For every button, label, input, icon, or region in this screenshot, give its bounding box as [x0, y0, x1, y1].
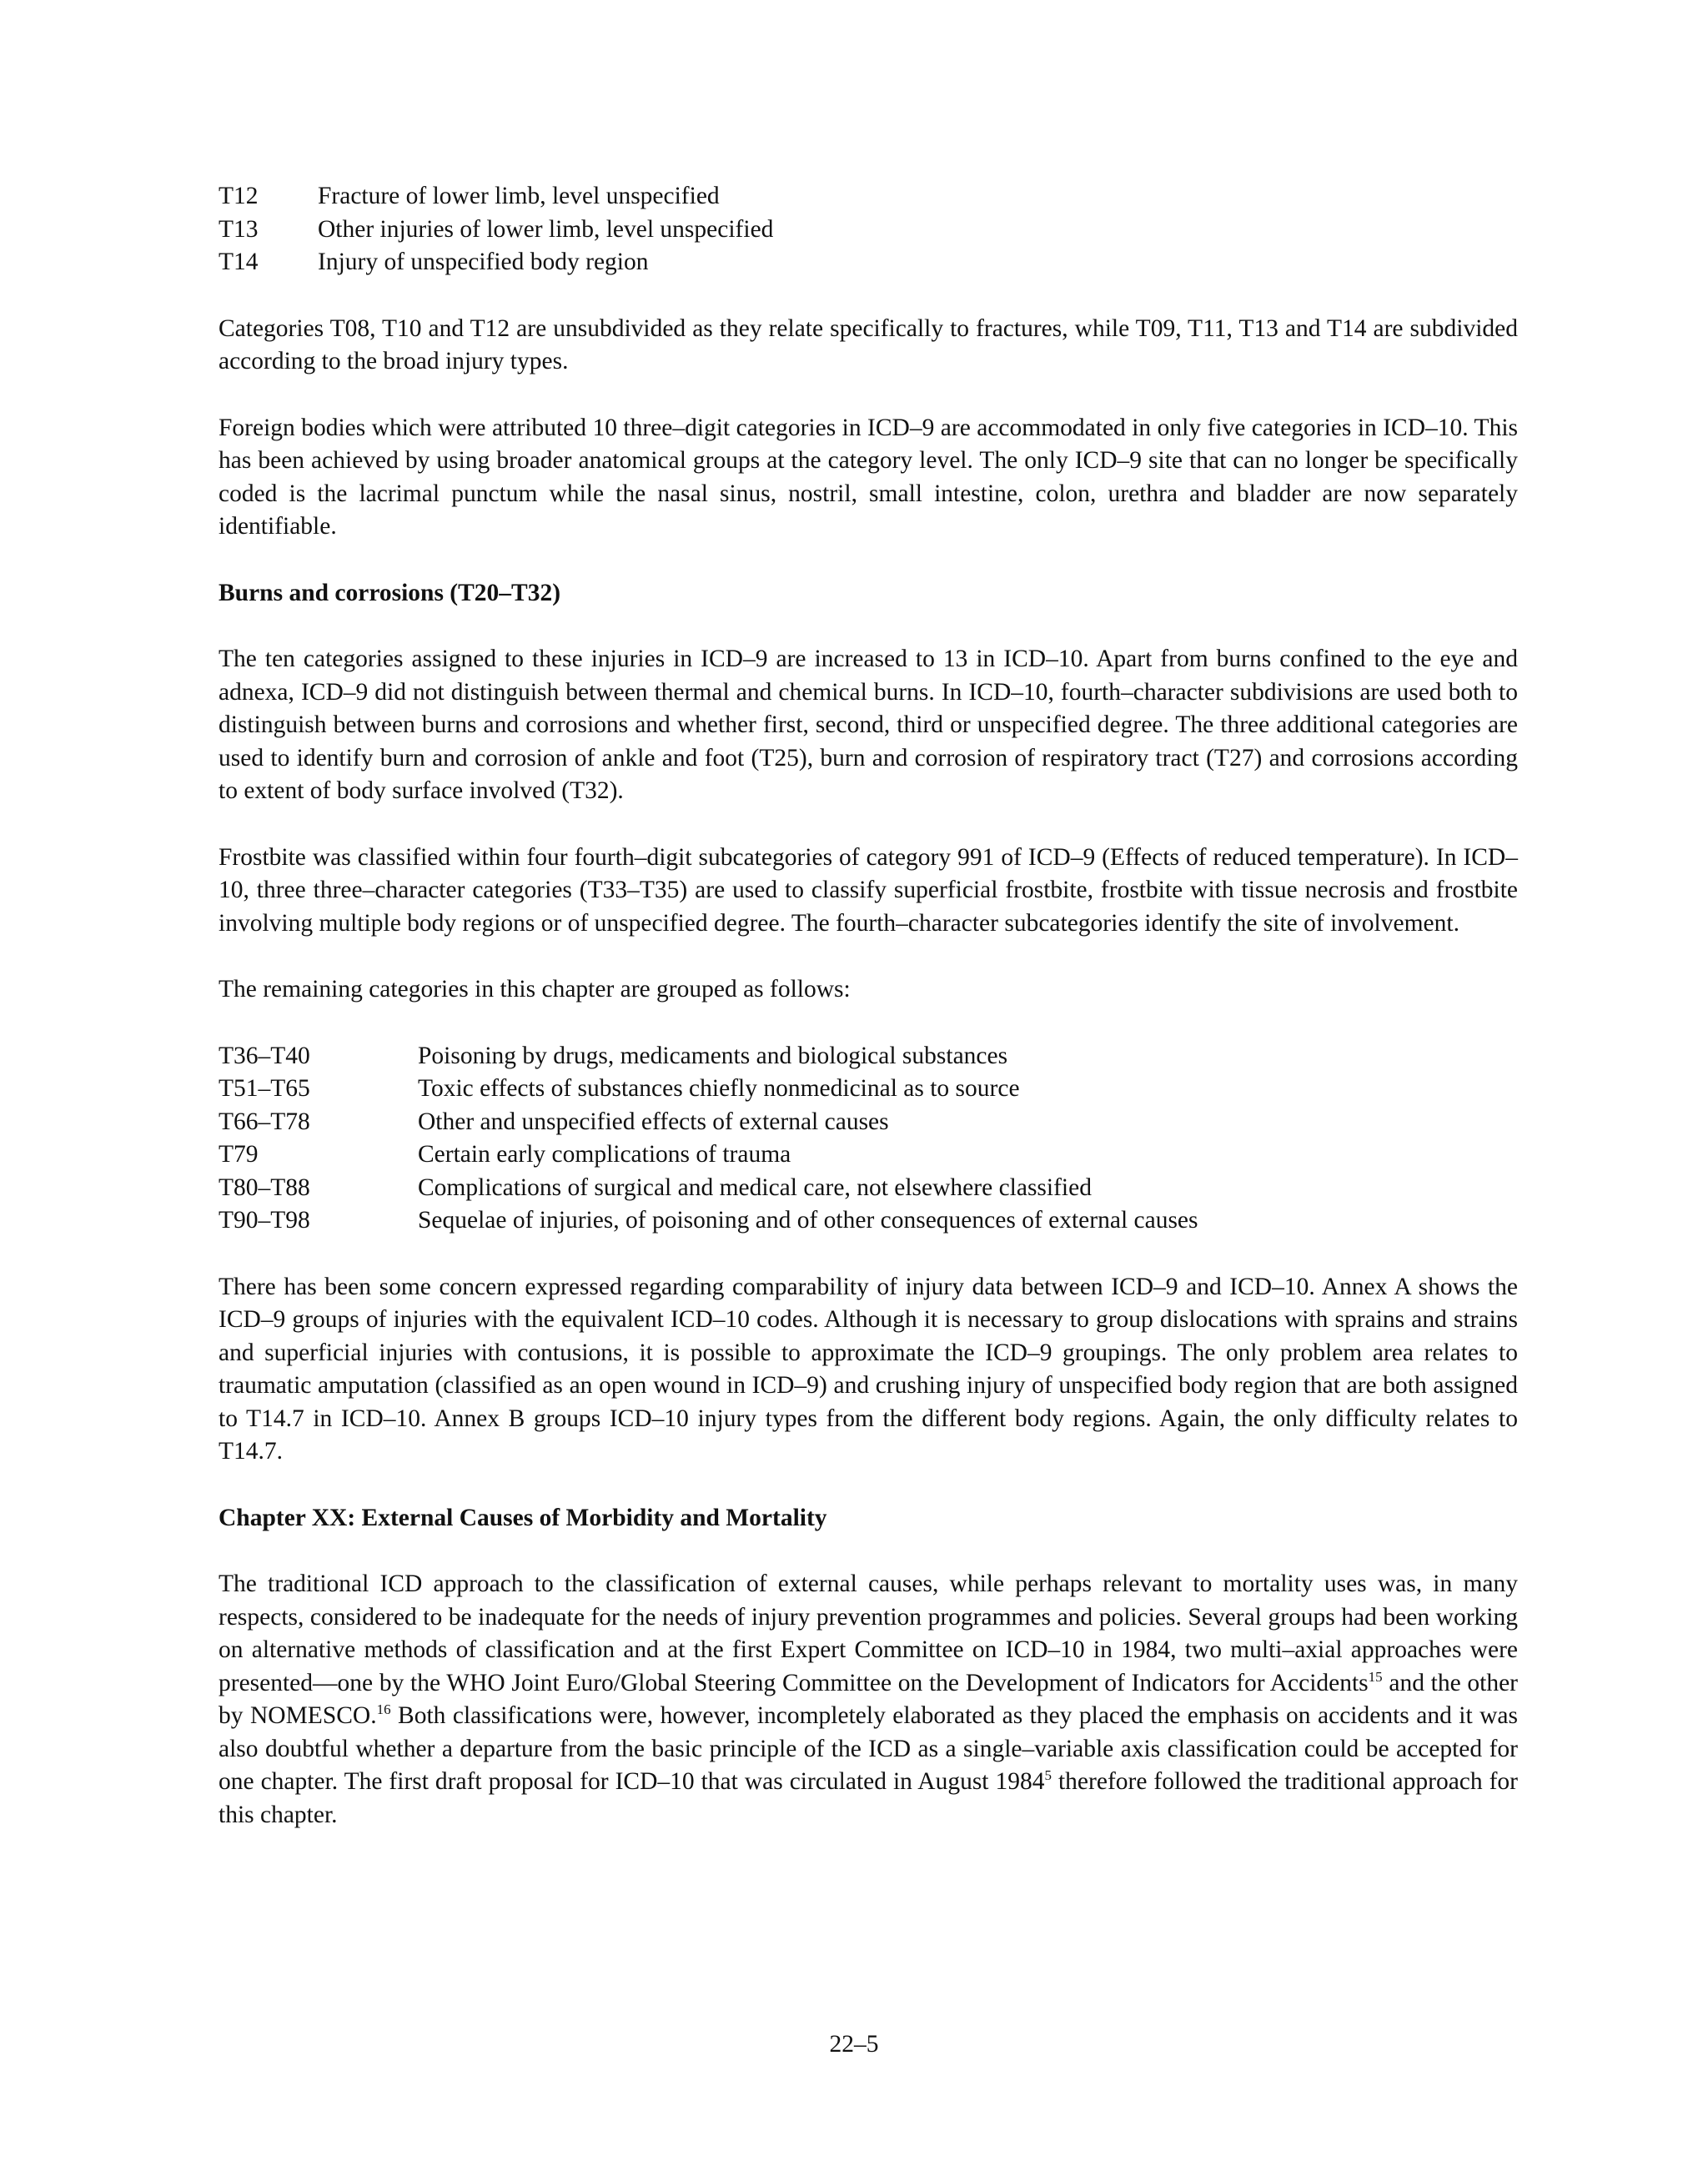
code-row — [219, 180, 1518, 214]
range-description: Certain early complications of trauma — [418, 1141, 791, 1168]
paragraph-comparability: There has been some concern expressed regarding comparability of injury data between ICD–9 and ICD–10. Annex A shows the ICD–9 groups of injuries with the equivalent ICD–10 codes. Although it is necessary to group dislocations with sprains and strains and superficial injuries with contusions, it is possible to approximate the ICD–9 groupings. The only problem area relates to traumatic amputation (classified as an open wound in ICD–9) and crushing injury of unspecified body region that are both assigned to T14.7 in ICD–10. Annex B groups ICD–10 injury types from the different body regions. Again, the only difficulty relates to T14.7. — [219, 1273, 1518, 1465]
paragraph-frostbite: Frostbite was classified within four fourth–digit subcategories of category 991 of ICD–9 (Effects of reduced temperature). In ICD–10, three three–character categories (T33–T35) are used to classify superficial frostbite, frostbite with tissue necrosis and frostbite involving multiple body regions or of unspecified degree. The fourth–character subcategories identify the site of involvement. — [219, 843, 1518, 937]
footnote-ref: 16 — [376, 1701, 391, 1717]
paragraph-foreign-bodies: Foreign bodies which were attributed 10 three–digit categories in ICD–9 are accommodated in only five categories in ICD–10. This has been achieved by using broader anatomical groups at the category level. The only ICD–9 site that can no longer be specifically coded is the lacrimal punctum while the nasal sinus, nostril, small intestine, colon, urethra and bladder are now separately identifiable. — [219, 414, 1518, 540]
range-row — [219, 1040, 1518, 1073]
paragraph-external-causes — [219, 1568, 1518, 1832]
code-label: T14 — [219, 249, 259, 275]
range-description: Other and unspecified effects of external causes — [418, 1108, 889, 1135]
code-description: Other injuries of lower limb, level unspecified — [318, 215, 774, 243]
range-row — [219, 1204, 1518, 1238]
paragraph-burns: The ten categories assigned to these injuries in ICD–9 are increased to 13 in ICD–10. Apart from burns confined to the eye and adnexa, ICD–9 did not distinguish between thermal and chemical burns. In ICD–10, fourth–character subdivisions are used both to distinguish between burns and corrosions and whether first, second, third or unspecified degree. The three additional categories are used to identify burn and corrosion of ankle and foot (T25), burn and corrosion of respiratory tract (T27) and corrosions according to extent of body surface involved (T32). — [219, 646, 1518, 804]
footnote-ref: 15 — [1368, 1668, 1383, 1685]
range-code: T90–T98 — [219, 1207, 310, 1234]
section-heading-burns: Burns and corrosions (T20–T32) — [219, 579, 561, 606]
page-number: 22–5 — [829, 2031, 879, 2058]
paragraph-remaining: The remaining categories in this chapter are grouped as follows: — [219, 976, 851, 1003]
range-description: Sequelae of injuries, of poisoning and of other consequences of external causes — [418, 1207, 1198, 1234]
code-row — [219, 246, 1518, 279]
range-row — [219, 1138, 1518, 1172]
code-description: Injury of unspecified body region — [318, 249, 649, 275]
range-description: Complications of surgical and medical care, not elsewhere classified — [418, 1173, 1092, 1201]
range-row — [219, 1172, 1518, 1205]
code-row — [219, 214, 1518, 247]
paragraph-text: therefore followed the traditional approach for this chapter. — [219, 1768, 1519, 1828]
footnote-ref: 5 — [1044, 1767, 1052, 1783]
range-code: T80–T88 — [219, 1173, 310, 1201]
range-description: Toxic effects of substances chiefly nonmedicinal as to source — [418, 1075, 1020, 1102]
range-code: T66–T78 — [219, 1108, 310, 1135]
range-description: Poisoning by drugs, medicaments and biological substances — [418, 1042, 1008, 1069]
top-code-list — [219, 180, 1518, 279]
range-row — [219, 1073, 1518, 1106]
category-range-list — [219, 1040, 1518, 1238]
range-code: T79 — [219, 1141, 259, 1168]
section-heading-chapter-xx: Chapter XX: External Causes of Morbidity and Mortality — [219, 1504, 827, 1531]
code-description: Fracture of lower limb, level unspecified — [318, 183, 720, 209]
code-label: T12 — [219, 183, 259, 209]
range-row — [219, 1106, 1518, 1139]
code-label: T13 — [219, 215, 259, 243]
range-code: T51–T65 — [219, 1075, 310, 1102]
paragraph-text: Both classifications were, however, incompletely elaborated as they placed the emphasis on accidents and it was also doubtful whether a departure from the basic principle of the ICD as a single–variable axis classification could be accepted for one chapter. The first draft proposal for ICD–10 that was circulated in August 1984 — [219, 1702, 1519, 1795]
paragraph-categories: Categories T08, T10 and T12 are unsubdivided as they relate specifically to fractures, while T09, T11, T13 and T14 are subdivided according to the broad injury types. — [219, 314, 1518, 374]
paragraph-text: The traditional ICD approach to the classification of external causes, while perhaps relevant to mortality uses was, in many respects, considered to be inadequate for the needs of injury prevention programmes and policies. Several groups had been working on alternative methods of classification and at the first Expert Committee on ICD–10 in 1984, two multi–axial approaches were presented—one by the WHO Joint Euro/Global Steering Committee on the Development of Indicators for Accidents — [219, 1570, 1518, 1696]
range-code: T36–T40 — [219, 1042, 310, 1069]
paragraph-text: and the other by NOMESCO. — [219, 1669, 1519, 1729]
